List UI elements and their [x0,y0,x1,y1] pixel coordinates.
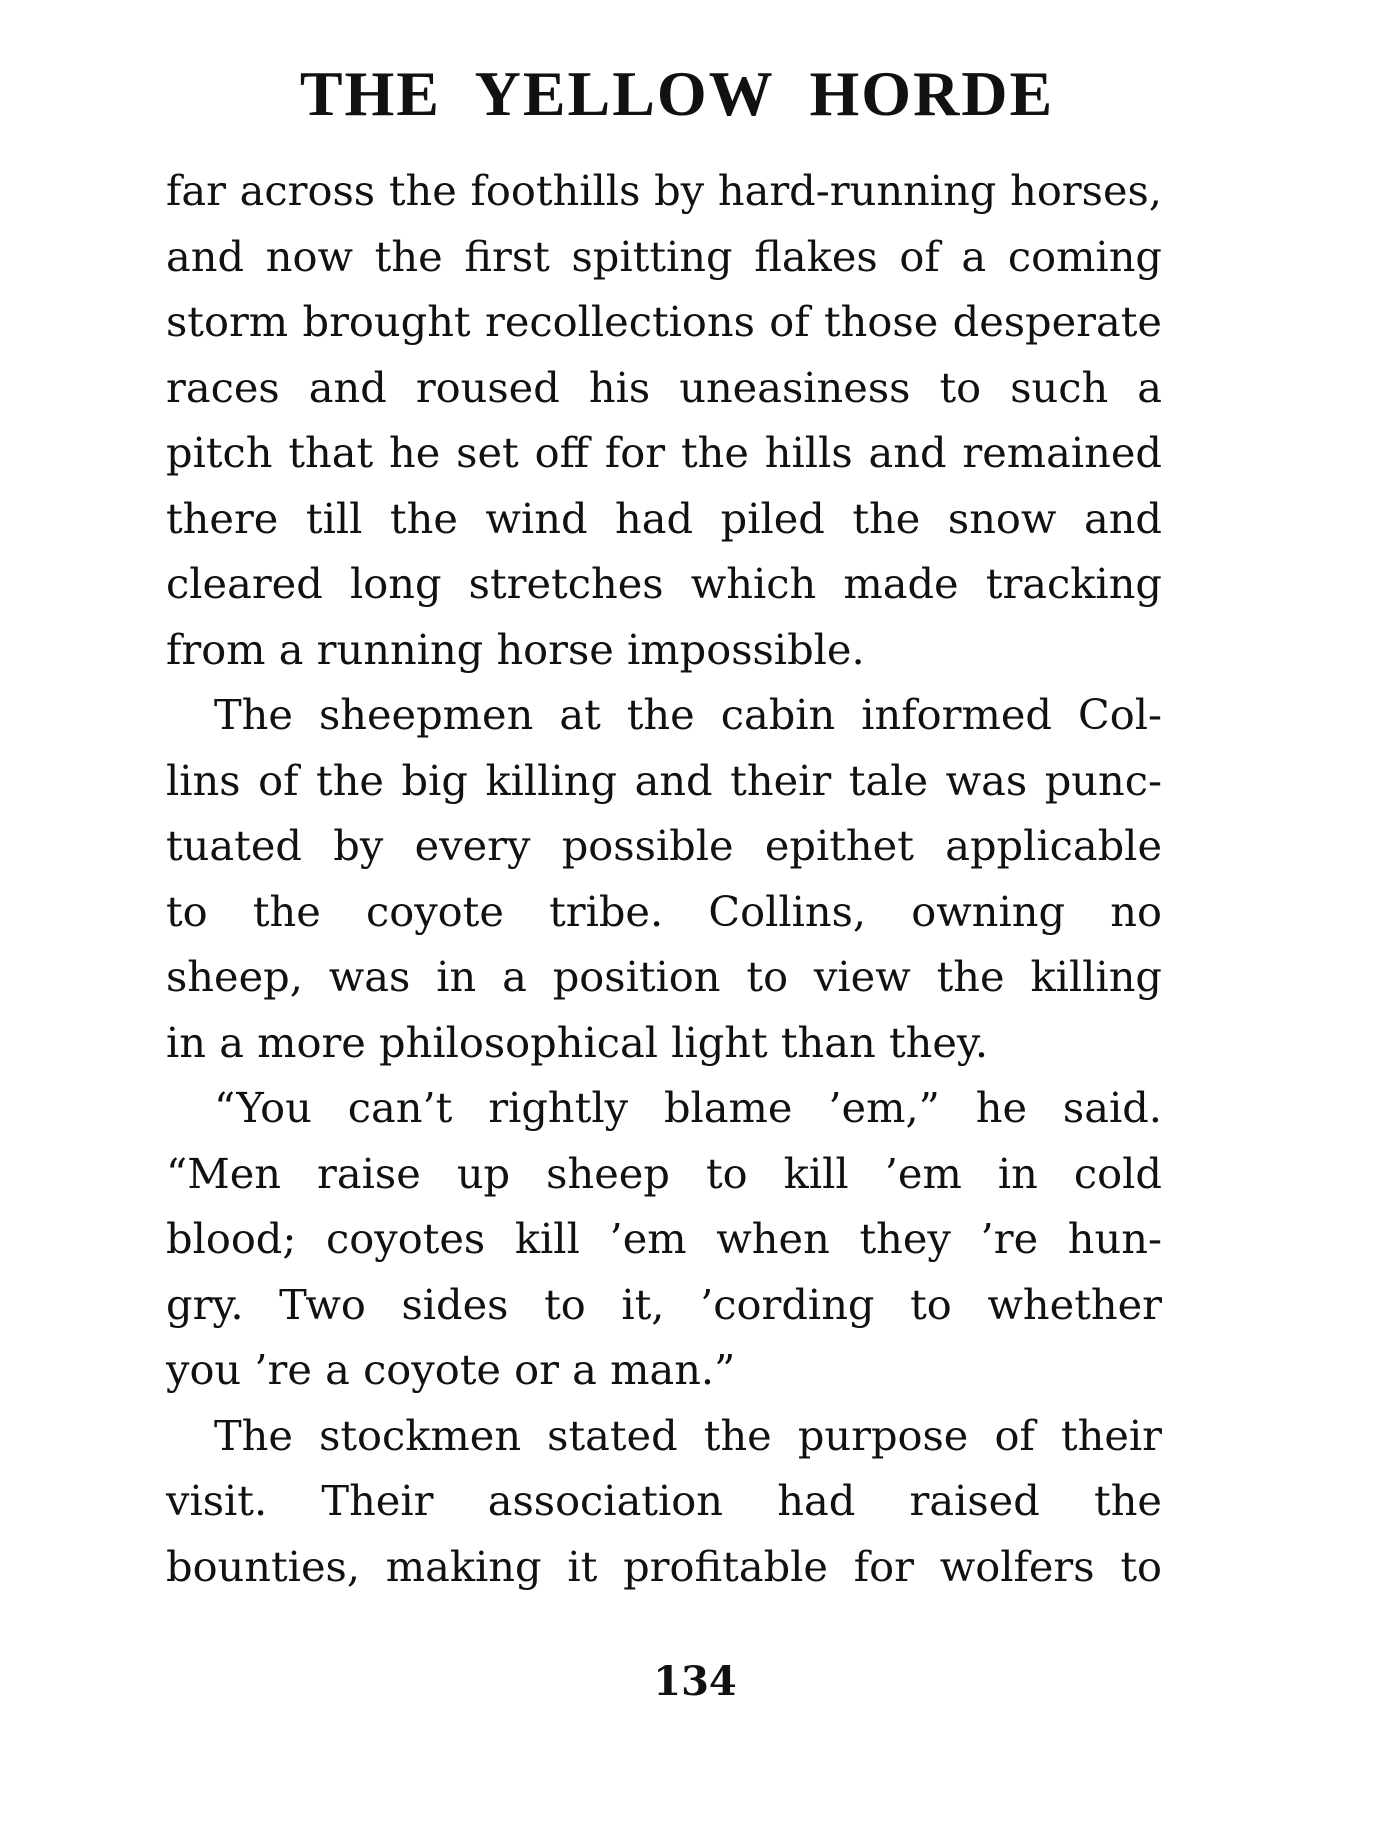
text-line: lins of the big killing and their tale was punc- [166,755,1162,805]
text-line: sheep, was in a position to view the killing [166,952,1162,1001]
text-line: “You can’t rightly blame ’em,” he said. [214,1083,1162,1132]
text-line: storm brought recollections of those desperate [166,297,1162,346]
text-line: cleared long stretches which made tracking [166,559,1162,608]
text-line: The sheepmen at the cabin informed Col- [214,690,1162,739]
text-line: there till the wind had piled the snow and [166,493,1162,543]
text-line: and now the first spitting flakes of a coming [166,231,1162,281]
text-line: you ’re a coyote or a man.” [166,1345,736,1394]
text-line: visit. Their association had raised the [166,1476,1162,1525]
text-line: in a more philosophical light than they. [166,1017,989,1067]
text-line: bounties, making it profitable for wolfers to [166,1541,1162,1591]
text-line: races and roused his uneasiness to such a [166,362,1162,412]
text-line: from a running horse impossible. [166,624,865,674]
text-line: gry. Two sides to it, ’cording to whether [166,1279,1162,1329]
page-number: 134 [653,1658,737,1705]
text-line: blood; coyotes kill ’em when they ’re hun- [166,1214,1162,1263]
body-text [166,158,1162,1599]
running-head: THE YELLOW HORDE [299,58,1055,129]
text-line: tuated by every possible epithet applicable [166,821,1162,870]
text-line: far across the foothills by hard-running horses, [166,166,1162,215]
text-line: pitch that he set off for the hills and remained [166,428,1162,477]
text-line: The stockmen stated the purpose of their [214,1410,1162,1460]
text-line: to the coyote tribe. Collins, owning no [166,886,1162,936]
text-line: “Men raise up sheep to kill ’em in cold [166,1148,1162,1198]
